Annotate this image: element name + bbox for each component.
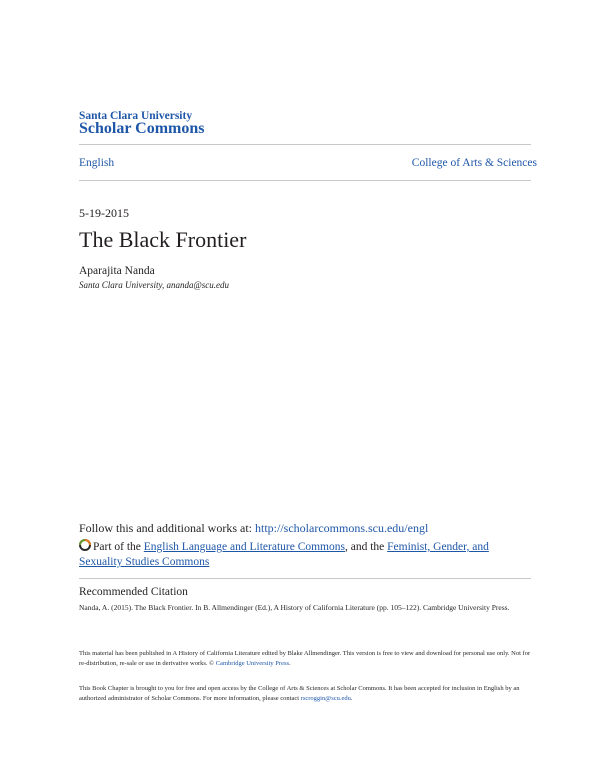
copyright-notice (79, 649, 531, 669)
copyright-end: . (289, 660, 291, 667)
author-name: Aparajita Nanda (79, 265, 155, 277)
part-of-middle: , and the (344, 541, 388, 553)
follow-url-link[interactable]: http://scholarcommons.scu.edu/engl (255, 521, 429, 535)
citation-text: Nanda, A. (2015). The Black Frontier. In B. Allmendinger (Ed.), A History of California Literature (pp. 105–122). Cambridge University Press. (79, 603, 510, 612)
college-link[interactable]: College of Arts & Sciences (411, 157, 537, 169)
copyright-text: This material has been published in A History of California Literature edited by Blake Allmendinger. This version is free to view and download for personal use only. Not for re-distribution, re-sale or use in derivative works. © (79, 650, 531, 667)
article-title: The Black Frontier (79, 227, 247, 252)
author-affiliation: Santa Clara University, ananda@scu.edu (79, 280, 230, 290)
part-of-prefix: Part of the (93, 541, 144, 553)
publication-date: 5-19-2015 (79, 206, 129, 220)
department-link[interactable]: English (79, 157, 115, 169)
citation-divider (79, 578, 531, 579)
contact-email-link[interactable]: rscroggin@scu.edu (300, 695, 351, 702)
nav-divider (79, 180, 531, 181)
institution-name: Santa Clara University (79, 110, 193, 122)
part-of-line (79, 539, 531, 569)
open-access-icon (79, 539, 91, 555)
access-notice (79, 684, 531, 704)
access-end: . (350, 695, 353, 702)
header-divider (79, 144, 531, 145)
repository-name[interactable]: Scholar Commons (79, 120, 205, 137)
english-commons-link[interactable]: English Language and Literature Commons (143, 541, 345, 553)
follow-text: Follow this and additional works at: (79, 521, 255, 535)
citation-label: Recommended Citation (79, 586, 188, 598)
access-text: This Book Chapter is brought to you for free and open access by the College of Arts & Sciences at Scholar Commons. It has been accepted for inclusion in English by an authorized administrator of Scholar Commons. For more information, please contact (79, 685, 520, 702)
follow-line (79, 521, 428, 536)
gender-studies-commons-link[interactable]: Feminist, Gender, and Sexuality Studies Commons (79, 541, 489, 568)
publisher-link[interactable]: Cambridge University Press (215, 660, 290, 667)
